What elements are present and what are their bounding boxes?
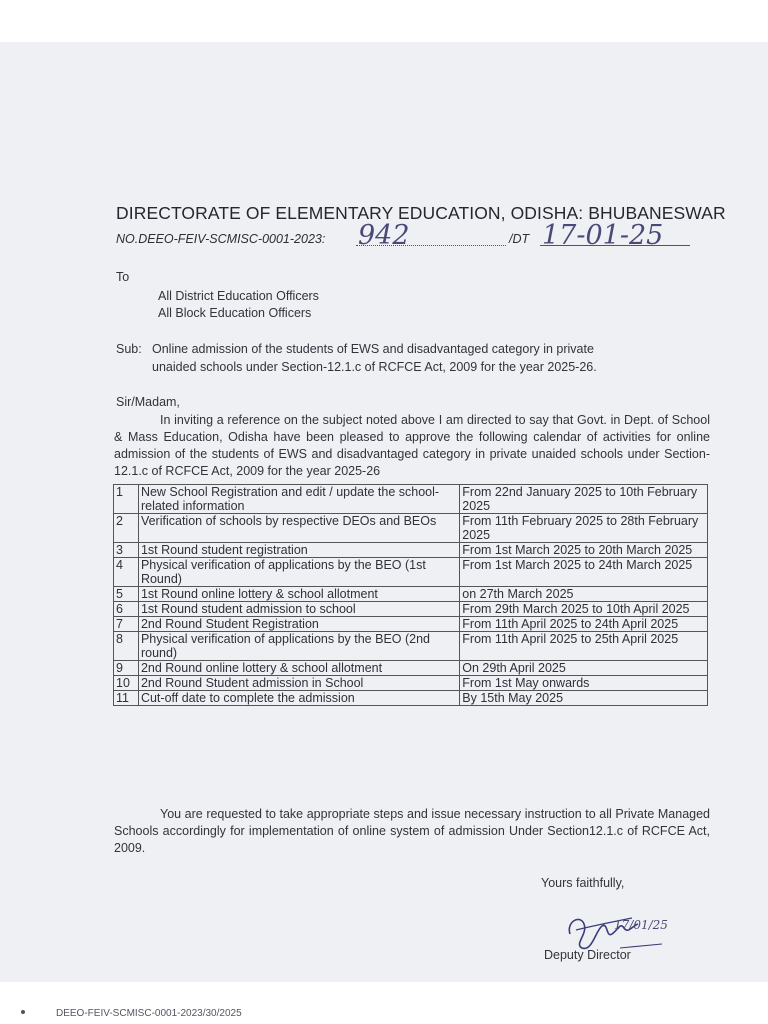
row-number: 2 bbox=[114, 514, 139, 543]
date-underline bbox=[540, 245, 690, 246]
intro-paragraph bbox=[114, 412, 710, 480]
table-row bbox=[114, 485, 708, 514]
subject-line: Online admission of the students of EWS and disadvantaged category in private bbox=[152, 342, 594, 356]
table-row bbox=[114, 617, 708, 632]
table-row bbox=[114, 602, 708, 617]
table-row bbox=[114, 661, 708, 676]
table-row bbox=[114, 691, 708, 706]
signature-date: 17/01/25 bbox=[614, 918, 668, 932]
period-cell: From 11th April 2025 to 24th April 2025 bbox=[460, 617, 708, 632]
row-number: 9 bbox=[114, 661, 139, 676]
period-cell: From 22nd January 2025 to 10th February 2025 bbox=[460, 485, 708, 514]
activity-cell: 2nd Round Student Registration bbox=[138, 617, 459, 632]
table-row bbox=[114, 587, 708, 602]
reference-number-prefix: NO.DEEO-FEIV-SCMISC-0001-2023: bbox=[116, 232, 326, 246]
table-row bbox=[114, 558, 708, 587]
row-number: 6 bbox=[114, 602, 139, 617]
table-row bbox=[114, 676, 708, 691]
row-number: 10 bbox=[114, 676, 139, 691]
activity-cell: 2nd Round Student admission in School bbox=[138, 676, 459, 691]
row-number: 3 bbox=[114, 543, 139, 558]
table-row bbox=[114, 543, 708, 558]
activity-cell: New School Registration and edit / update the school-related information bbox=[138, 485, 459, 514]
scanned-letter-page bbox=[0, 42, 768, 1019]
closing-paragraph-text: You are requested to take appropriate steps and issue necessary instruction to all Private Managed Schools accordingly for implementation of online system of admission Under Section12.1.c of RCFCE Act, 2009. bbox=[114, 807, 710, 855]
row-number: 11 bbox=[114, 691, 139, 706]
period-cell: From 11th February 2025 to 28th February 2025 bbox=[460, 514, 708, 543]
activity-cell: Physical verification of applications by the BEO (1st Round) bbox=[138, 558, 459, 587]
salutation: Sir/Madam, bbox=[116, 395, 180, 409]
activity-cell: 1st Round student admission to school bbox=[138, 602, 459, 617]
table-row bbox=[114, 514, 708, 543]
activity-cell: 1st Round student registration bbox=[138, 543, 459, 558]
admission-schedule-table bbox=[113, 484, 708, 706]
period-cell: on 27th March 2025 bbox=[460, 587, 708, 602]
date-label: /DT bbox=[509, 232, 530, 246]
handwritten-reference-number: 942 bbox=[358, 220, 410, 251]
recipient-line: All Block Education Officers bbox=[158, 306, 312, 320]
activity-cell: 1st Round online lottery & school allotment bbox=[138, 587, 459, 602]
closing-paragraph bbox=[114, 806, 710, 857]
activity-cell: 2nd Round online lottery & school allotment bbox=[138, 661, 459, 676]
period-cell: From 1st March 2025 to 24th March 2025 bbox=[460, 558, 708, 587]
signatory-designation: Deputy Director bbox=[544, 948, 631, 962]
margin-dot bbox=[21, 1010, 25, 1014]
row-number: 1 bbox=[114, 485, 139, 514]
period-cell: From 1st May onwards bbox=[460, 676, 708, 691]
subject-label: Sub: bbox=[116, 342, 142, 356]
activity-cell: Verification of schools by respective DEOs and BEOs bbox=[138, 514, 459, 543]
period-cell: From 29th March 2025 to 10th April 2025 bbox=[460, 602, 708, 617]
table-row bbox=[114, 632, 708, 661]
recipient-line: All District Education Officers bbox=[158, 289, 319, 303]
to-label: To bbox=[116, 270, 130, 284]
handwritten-issue-date: 17-01-25 bbox=[542, 220, 664, 251]
row-number: 5 bbox=[114, 587, 139, 602]
period-cell: On 29th April 2025 bbox=[460, 661, 708, 676]
activity-cell: Cut-off date to complete the admission bbox=[138, 691, 459, 706]
row-number: 4 bbox=[114, 558, 139, 587]
activity-cell: Physical verification of applications by the BEO (2nd round) bbox=[138, 632, 459, 661]
row-number: 8 bbox=[114, 632, 139, 661]
subject-line: unaided schools under Section-12.1.c of RCFCE Act, 2009 for the year 2025-26. bbox=[152, 360, 597, 374]
intro-paragraph-text: In inviting a reference on the subject noted above I am directed to say that Govt. in Dept. of School & Mass Education, Odisha have been pleased to approve the following calendar of activities for online admission of the students of EWS and disadvantaged category in private unaided schools under Section-12.1.c of RCFCE Act, 2009 for the year 2025-26 bbox=[114, 413, 710, 478]
period-cell: From 1st March 2025 to 20th March 2025 bbox=[460, 543, 708, 558]
footer-reference-number: DEEO-FEIV-SCMISC-0001-2023/30/2025 bbox=[56, 1008, 242, 1019]
period-cell: By 15th May 2025 bbox=[460, 691, 708, 706]
reference-number-underline bbox=[356, 245, 506, 246]
row-number: 7 bbox=[114, 617, 139, 632]
letterhead-title: DIRECTORATE OF ELEMENTARY EDUCATION, ODISHA: BHUBANESWAR bbox=[116, 203, 726, 223]
complimentary-close: Yours faithfully, bbox=[541, 876, 625, 890]
period-cell: From 11th April 2025 to 25th April 2025 bbox=[460, 632, 708, 661]
